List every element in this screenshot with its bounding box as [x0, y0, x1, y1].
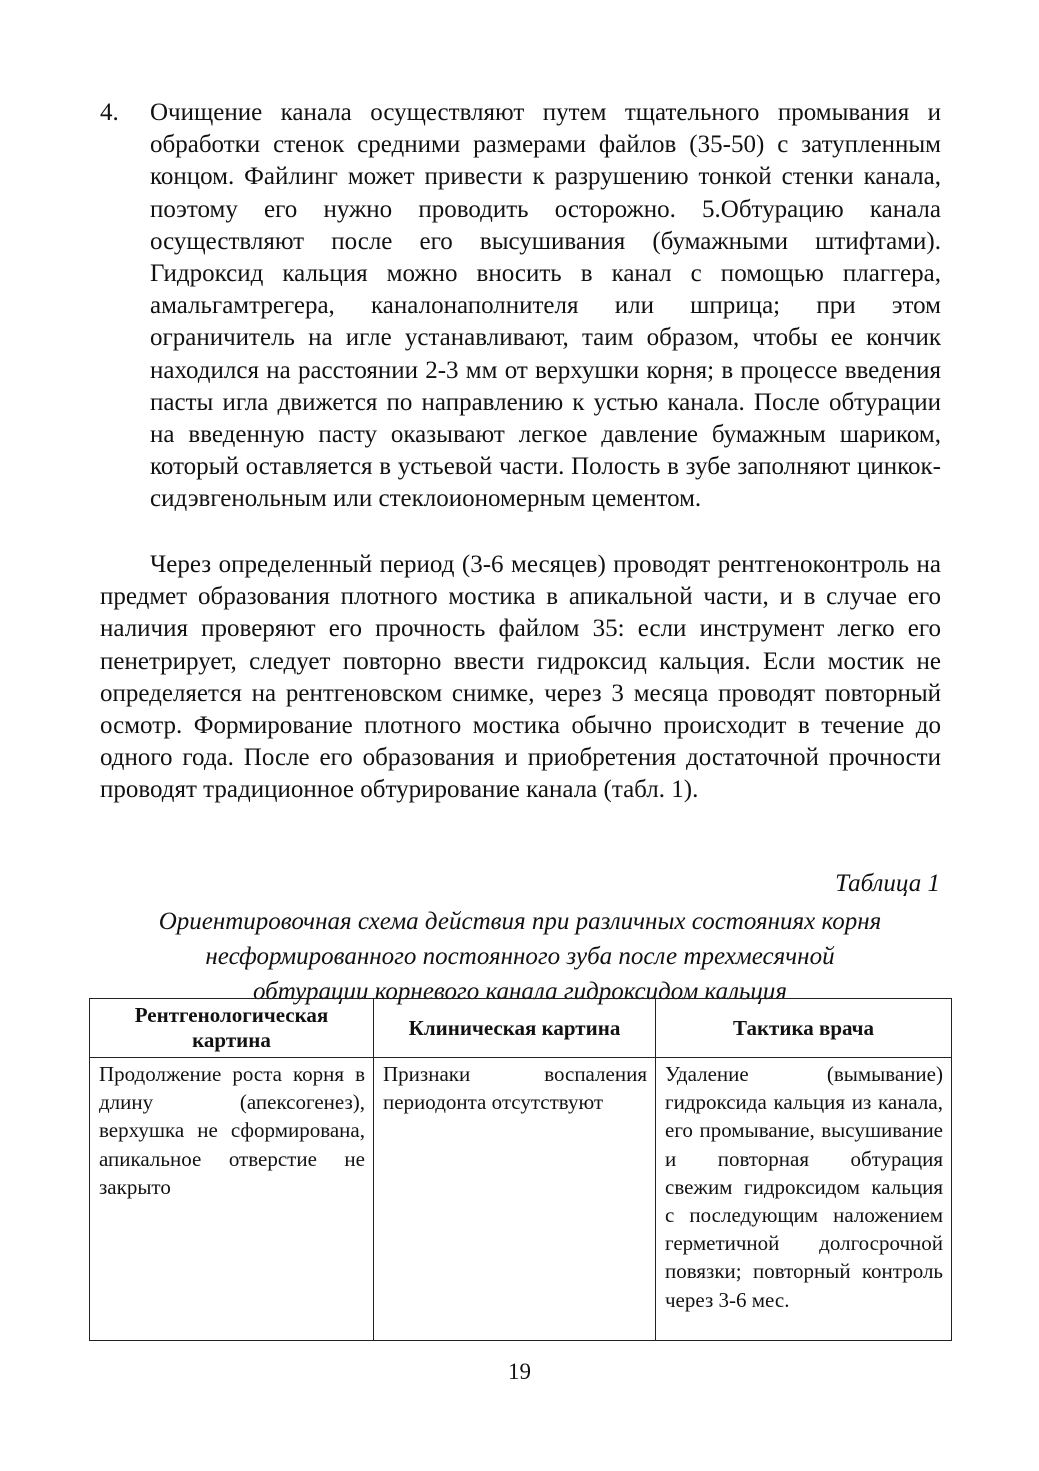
table-header-row [90, 999, 952, 1058]
data-table [89, 998, 952, 1341]
table-caption-line: обтурации корневого канала гидроксидом кальция [253, 978, 787, 1005]
table-caption-line: Ориентировочная схема действия при различных состояниях корня [158, 908, 882, 935]
table-cell: Признаки воспаления периодонта отсутствуют [374, 1058, 656, 1341]
table-label: Таблица 1 [835, 870, 940, 897]
table-cell: Удаление (вымывание) гидроксида кальция из канала, его промывание, высушивание и повторная обтурация свежим гидроксидом кальция с последующим наложением герметичной долгосрочной повязки; повторный контроль через 3-6 мес. [656, 1058, 952, 1341]
table-caption [90, 904, 950, 1009]
table-caption-line: несформированного постоянного зуба после трехмесячной [205, 943, 835, 970]
list-item-number: 4. [100, 99, 119, 126]
list-item-text: Очищение канала осуществляют путем тщательного промывания и обработки стенок средними размерами файлов (35-50) с затупленным концом. Файлинг может привести к разрушению тонкой стенки канала, поэтому его нужно проводить осторожно. 5.Обтурацию канала осуществляют после его высушивания (бумажными штифтами). Гидроксид кальция можно вносить в канал с помощью плаггера, амальгамтрегера, каналонаполнителя или шприца; при этом ограничитель на игле устанавливают, таим образом, чтобы ее кончик находился на расстоянии 2-3 мм от верхушки корня; в процессе введения пасты игла движется по направлению к устью канала. После обтурации на введенную пасту оказывают легкое давление бумажным шариком, который оставляется в устьевой части. Полость в зубе заполняют цинкоксидэвгенольным или стеклоиономерным цементом. [150, 99, 941, 513]
numbered-list-item [100, 97, 941, 516]
body-paragraph: Через определенный период (3-6 месяцев) проводят рентгеноконтроль на предмет образования плотного мостика в апикальной части, и в случае его наличия проверяют его прочность файлом 35: если инструмент легко его пенетрирует, следует повторно ввести гидроксид кальция. Если мостик не определяется на рентгеновском снимке, через 3 месяца проводят повторный осмотр. Формирование плотного мостика обычно происходит в течение до одного года. После его образования и приобретения достаточной прочности проводят традиционное обтурирование канала (табл. 1). [100, 551, 941, 804]
header-doctor-tactics: Тактика врача [656, 999, 952, 1058]
table-cell: Продолжение роста корня в длину (апексогенез), верхушка не сформирована, апикальное отверстие не закрыто [90, 1058, 374, 1341]
page-number: 19 [508, 1359, 531, 1384]
header-radiological-picture: Рентгенологическая картина [90, 999, 374, 1058]
table-row [90, 1058, 952, 1341]
header-clinical-picture: Клиническая картина [374, 999, 656, 1058]
